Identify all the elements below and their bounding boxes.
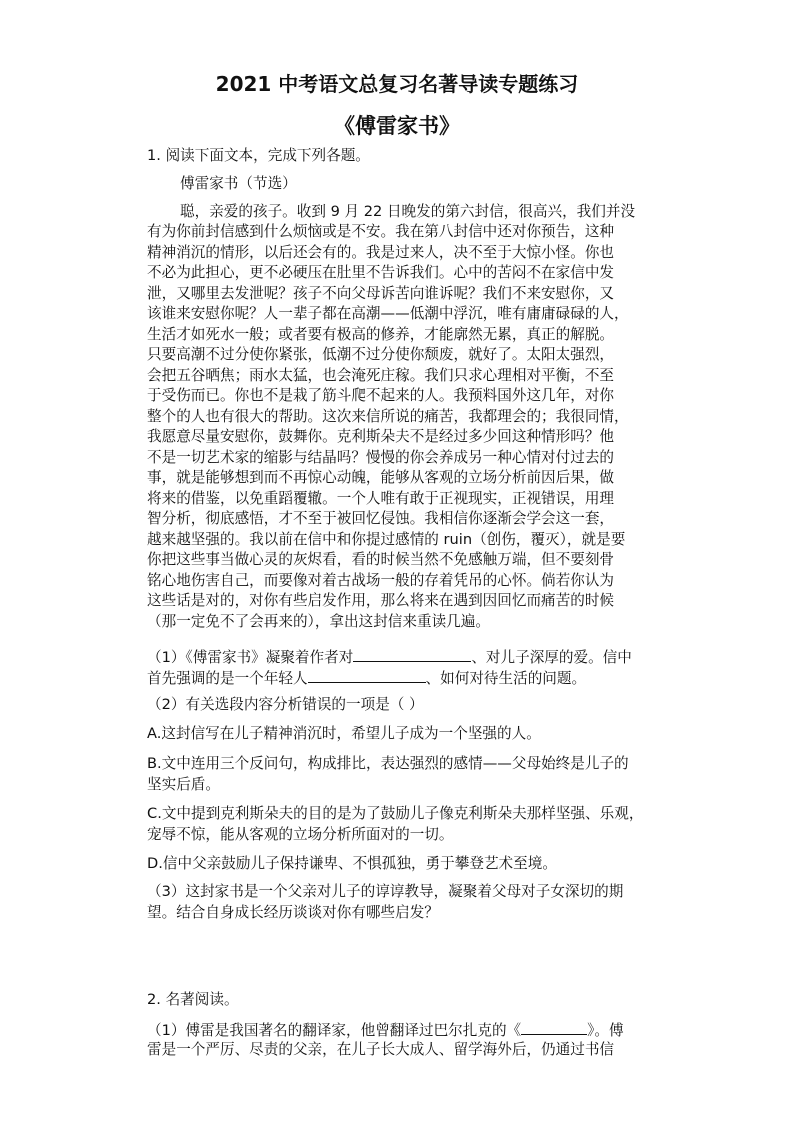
q1-sub3-line1: （3）这封家书是一个父亲对儿子的谆谆教导，凝聚着父母对子女深切的期: [147, 883, 624, 900]
passage-line: 该谁来安慰你呢？人一辈子都在高潮——低潮中浮沉，唯有庸庸碌碌的人，: [147, 305, 629, 322]
page-subtitle: 《傅雷家书》: [334, 114, 460, 138]
q1-sub3-line2: 望。结合自身成长经历谈谈对你有哪些启发？: [147, 904, 439, 921]
passage-line: 整个的人也有很大的帮助。这次来信所说的痛苦，我都理会的；我很同情，: [147, 408, 629, 425]
answer-blank[interactable]: [521, 1020, 587, 1035]
passage-line: 智分析，彻底感悟，才不至于被回忆侵蚀。我相信你逐渐会学会这一套，: [147, 510, 615, 527]
passage-line: 有为你前封信感到什么烦恼或是不安。我在第八封信中还对你预告，这种: [147, 223, 615, 240]
option-c: C.文中提到克利斯朵夫的目的是为了鼓励儿子像克利斯朵夫那样坚强、乐观，: [147, 805, 644, 822]
passage-line: 铭心地伤害自己，而要像对着古战场一般的存着凭吊的心怀。倘若你认为: [147, 572, 615, 589]
option-b-cont: 坚实后盾。: [147, 776, 220, 793]
passage-line: 精神消沉的情形，以后还会有的。我是过来人，决不至于大惊小怪。你也: [147, 244, 615, 261]
passage-line: 你把这些事当做心灵的灰烬看，看的时候当然不免感触万端，但不要刻骨: [147, 551, 615, 568]
answer-blank[interactable]: [353, 647, 471, 662]
q2-sub1-line2: 雷是一个严厉、尽责的父亲，在儿子长大成人、留学海外后，仍通过书信: [147, 1041, 615, 1058]
passage-line: 泄，又哪里去发泄呢？孩子不向父母诉苦向谁诉呢？我们不来安慰你，又: [147, 285, 615, 302]
option-d: D.信中父亲鼓励儿子保持谦卑、不惧孤独，勇于攀登艺术至境。: [147, 855, 557, 872]
q1-intro: 1. 阅读下面文本，完成下列各题。: [147, 147, 370, 164]
passage-line: 事，就是能够想到而不再惊心动魄，能够从客观的立场分析前因后果，做: [147, 469, 615, 486]
passage-line: 生活才如死水一般；或者要有极高的修养，才能廓然无累，真正的解脱。: [147, 326, 615, 343]
passage-line: 将来的借鉴，以免重蹈覆辙。一个人唯有敢于正视现实，正视错误，用理: [147, 490, 615, 507]
passage-line: （那一定免不了会再来的），拿出这封信来重读几遍。: [147, 613, 490, 630]
q2-sub1-line1: [147, 1020, 624, 1040]
passage-line: 聪，亲爱的孩子。收到 9 月 22 日晚发的第六封信，很高兴，我们并没: [180, 203, 636, 220]
q1-sub1-text-a: （1）《傅雷家书》凝聚着作者对: [147, 649, 354, 666]
passage-line: 不必为此担心，更不必硬压在肚里不告诉我们。心中的苦闷不在家信中发: [147, 264, 615, 281]
passage-line: 越来越坚强的。我以前在信中和你提过感情的 ruin（创伤，覆灭），就是要: [147, 531, 626, 548]
q1-sub1-text-c: 首先强调的是一个年轻人: [147, 670, 308, 687]
page-title: 2021 中考语文总复习名著导读专题练习: [215, 72, 579, 96]
passage-title: 傅雷家书（节选）: [180, 175, 297, 192]
q2-sub1-text-a: （1）傅雷是我国著名的翻译家，他曾翻译过巴尔扎克的《: [147, 1022, 522, 1039]
option-a: A.这封信写在儿子精神消沉时，希望儿子成为一个坚强的人。: [147, 725, 541, 742]
answer-blank[interactable]: [308, 668, 426, 683]
passage-line: 不是一切艺术家的缩影与结晶吗？慢慢的你会养成另一种心情对付过去的: [147, 449, 615, 466]
q1-sub1-line1: [147, 647, 632, 667]
passage-line: 这些话是对的，对你有些启发作用，那么将来在遇到因回忆而痛苦的时候: [147, 592, 615, 609]
q1-sub2-stem: （2）有关选段内容分析错误的一项是（ ）: [147, 696, 424, 713]
passage-line: 我愿意尽量安慰你，鼓舞你。克利斯朵夫不是经过多少回这种情形吗？他: [147, 428, 615, 445]
passage-line: 只要高潮不过分使你紧张，低潮不过分使你颓废，就好了。太阳太强烈，: [147, 346, 615, 363]
q2-intro: 2. 名著阅读。: [147, 991, 239, 1008]
option-b: B.文中连用三个反问句，构成排比，表达强烈的感情——父母始终是儿子的: [147, 755, 629, 772]
q1-sub1-text-b: 、对儿子深厚的爱。信中: [471, 649, 632, 666]
option-c-cont: 宠辱不惊，能从客观的立场分析所面对的一切。: [147, 826, 454, 843]
q1-sub1-text-d: 、如何对待生活的问题。: [425, 670, 587, 687]
passage-line: 于受伤而已。你也不是栽了筋斗爬不起来的人。我预料国外这几年，对你: [147, 387, 615, 404]
passage-line: 会把五谷晒焦；雨水太猛，也会淹死庄稼。我们只求心理相对平衡，不至: [147, 367, 615, 384]
q2-sub1-text-b: 》。傅: [587, 1022, 624, 1039]
q1-sub1-line2: [147, 668, 586, 688]
